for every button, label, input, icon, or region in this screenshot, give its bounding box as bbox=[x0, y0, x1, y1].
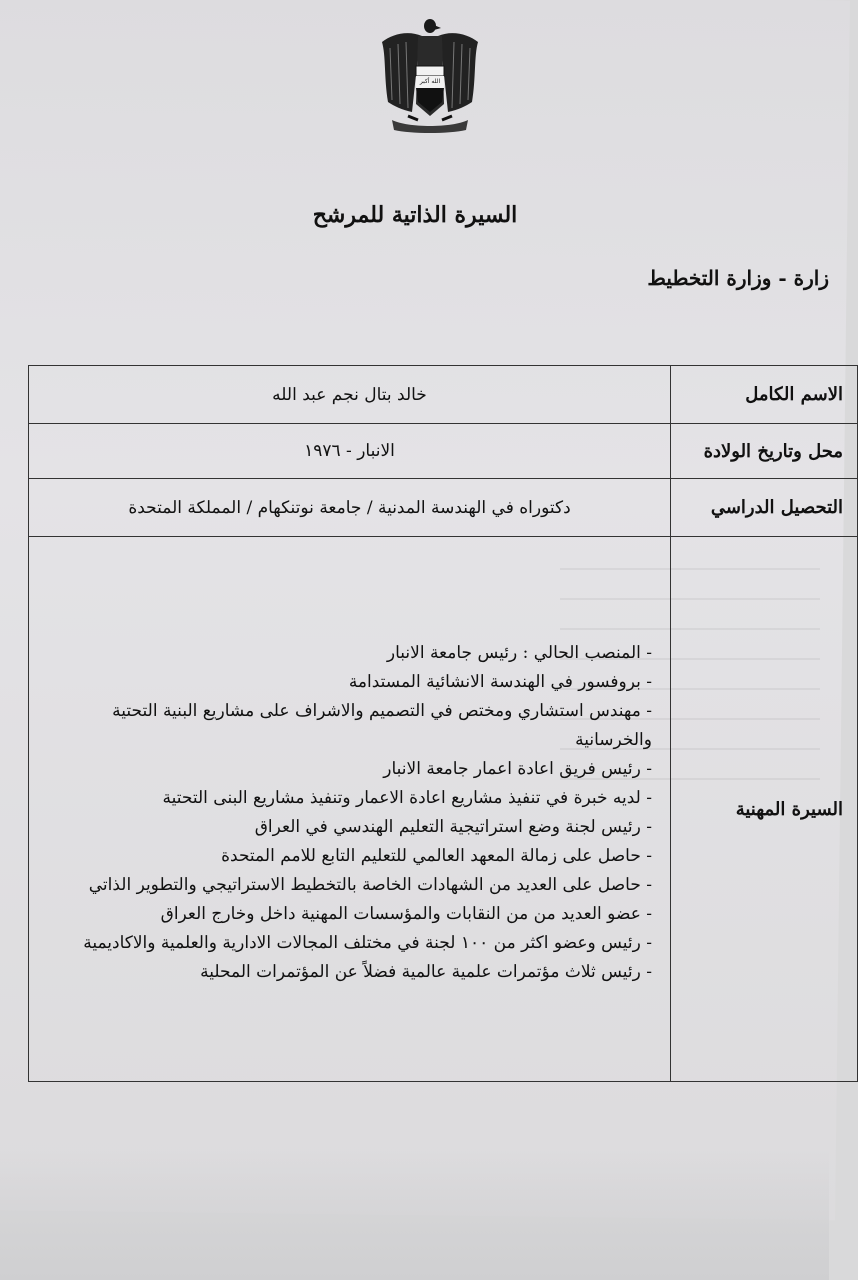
career-item: - بروفسور في الهندسة الانشائية المستدامة bbox=[348, 672, 652, 692]
birth-value: الانبار - ١٩٧٦ bbox=[29, 424, 671, 479]
career-item: - رئيس وعضو اكثر من ١٠٠ لجنة في مختلف المجالات الادارية والعلمية والاكاديمية bbox=[83, 933, 652, 953]
career-item: - رئيس لجنة وضع استراتيجية التعليم الهندسي في العراق bbox=[254, 817, 652, 837]
career-item: - حاصل على العديد من الشهادات الخاصة بالتخطيط الاستراتيجي والتطوير الذاتي bbox=[88, 875, 652, 895]
education-value: دكتوراه في الهندسة المدنية / جامعة نوتنكهام / المملكة المتحدة bbox=[29, 479, 671, 537]
career-item: - رئيس فريق اعادة اعمار جامعة الانبار bbox=[383, 759, 652, 779]
education-label: التحصيل الدراسي bbox=[671, 479, 858, 537]
ministry-heading: زارة - وزارة التخطيط bbox=[647, 266, 829, 290]
career-item: - لديه خبرة في تنفيذ مشاريع اعادة الاعمار وتنفيذ مشاريع البنى التحتية bbox=[162, 788, 652, 808]
svg-text:الله أكبر: الله أكبر bbox=[419, 78, 441, 85]
table-row-name bbox=[29, 366, 858, 424]
career-item: - رئيس ثلاث مؤتمرات علمية عالمية فضلاً عن المؤتمرات المحلية bbox=[200, 962, 652, 982]
table-row-career bbox=[29, 537, 858, 1082]
name-label: الاسم الكامل bbox=[671, 366, 858, 424]
career-item: - حاصل على زمالة المعهد العالمي للتعليم التابع للامم المتحدة bbox=[221, 846, 652, 866]
document-title: السيرة الذاتية للمرشح bbox=[312, 202, 518, 228]
career-list bbox=[43, 639, 652, 987]
iraq-coat-of-arms-emblem bbox=[378, 16, 482, 134]
cv-table bbox=[28, 365, 858, 1082]
name-value: خالد بتال نجم عبد الله bbox=[29, 366, 671, 424]
career-item: - مهندس استشاري ومختص في التصميم والاشراف على مشاريع البنية التحتية والخرسانية bbox=[112, 701, 652, 750]
birth-label: محل وتاريخ الولادة bbox=[671, 424, 858, 479]
table-row-birth bbox=[29, 424, 858, 479]
career-item: - المنصب الحالي : رئيس جامعة الانبار bbox=[386, 643, 652, 663]
career-item: - عضو العديد من من النقابات والمؤسسات المهنية داخل وخارج العراق bbox=[160, 904, 652, 924]
page-shadow bbox=[0, 1150, 829, 1280]
career-label: السيرة المهنية bbox=[671, 537, 858, 1082]
career-list-cell bbox=[29, 537, 671, 1082]
table-row-education bbox=[29, 479, 858, 537]
